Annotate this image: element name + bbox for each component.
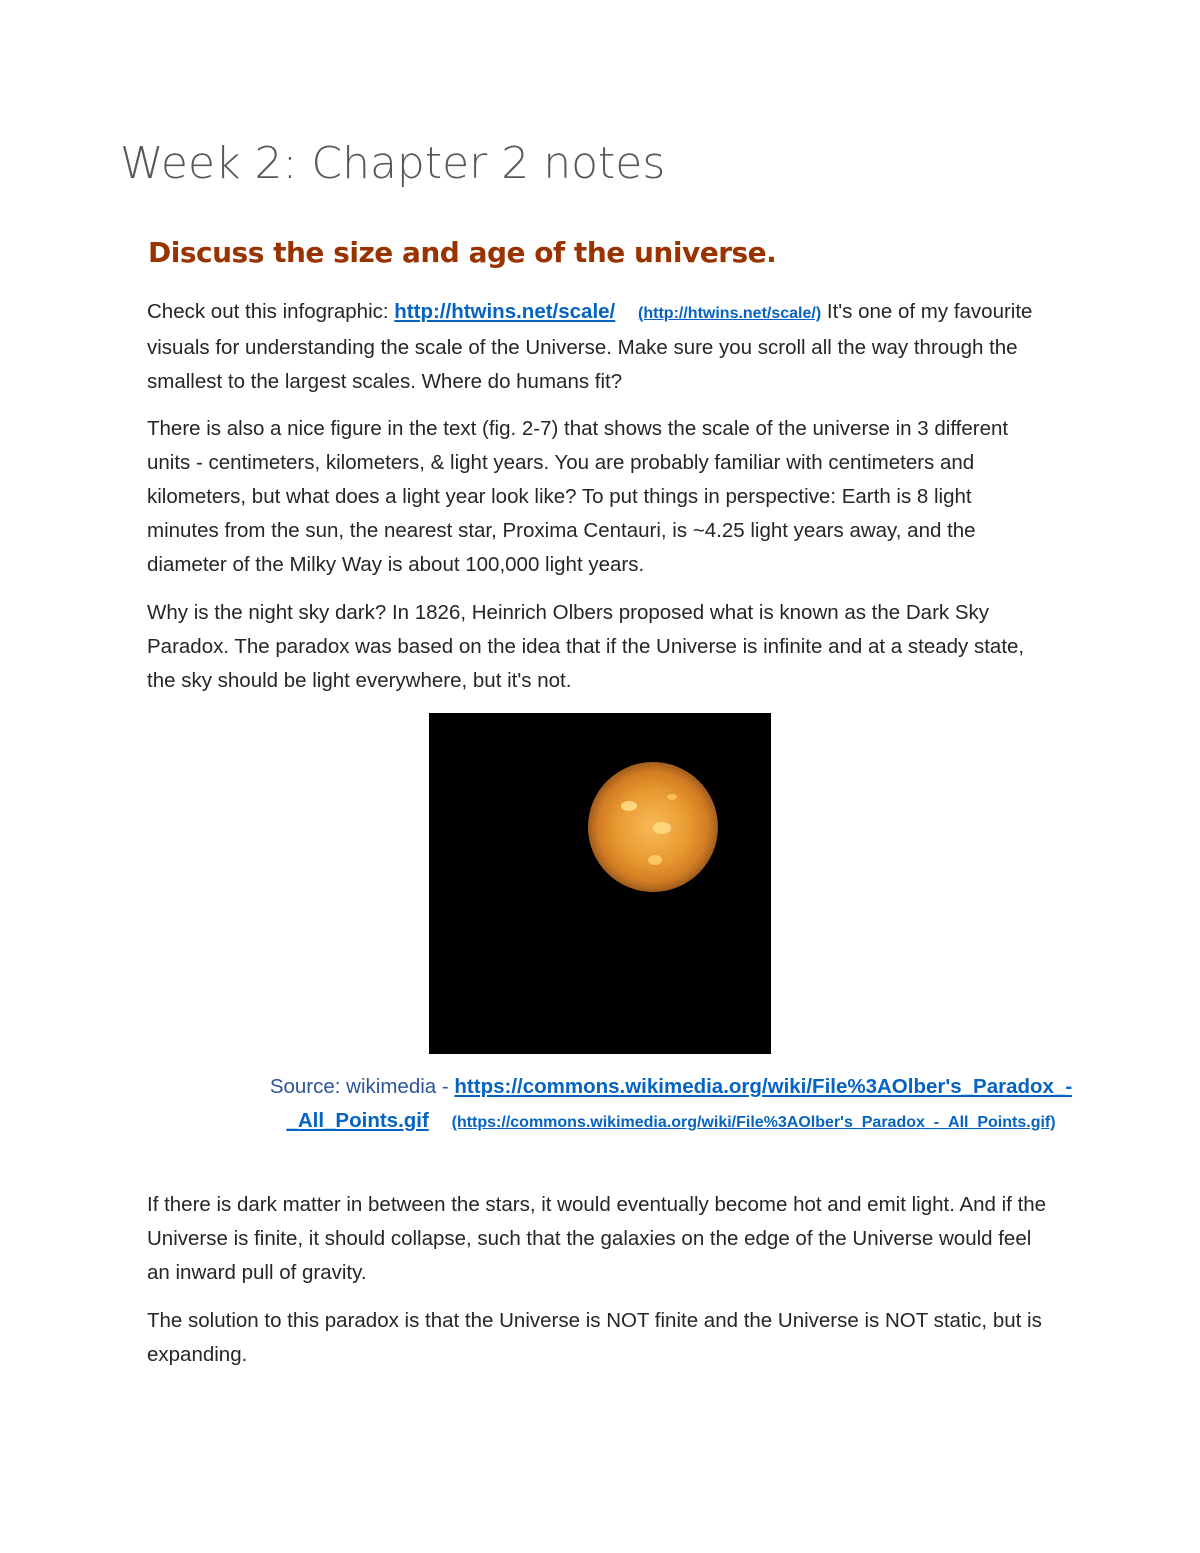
- page-title: Week 2: Chapter 2 notes: [120, 138, 666, 189]
- paragraph-olbers: Why is the night sky dark? In 1826, Heinrich Olbers proposed what is known as the Dark Sky Paradox. The paradox was based on the idea that if the Universe is infinite and at a steady state, the sky should be light everywhere, but it's not.: [147, 601, 1025, 692]
- section-heading: Discuss the size and age of the universe.: [148, 236, 777, 269]
- paragraph-solution: The solution to this paradox is that the Universe is NOT finite and the Universe is NOT static, but is expanding.: [147, 1309, 1042, 1366]
- wikimedia-link[interactable]: https://commons.wikimedia.org/wiki/File%3AOlber's_Paradox_-_All_Points.gif: [286, 1075, 1073, 1132]
- paragraph-text: Check out this infographic:: [147, 300, 395, 323]
- paragraph-dark-matter: If there is dark matter in between the stars, it would eventually become hot and emit light. And if the Universe is finite, it should collapse, such that the galaxies on the edge of the Universe would feel an inward pull of gravity.: [147, 1193, 1047, 1284]
- sun-on-black-image: [429, 713, 771, 1054]
- paragraph-text: It's one of my favourite visuals for understanding the scale of the Universe. Make sure you scroll all the way through the smallest to the largest scales. Where do humans fit?: [147, 300, 1033, 393]
- paragraph-scale: There is also a nice figure in the text (fig. 2-7) that shows the scale of the universe in 3 different units - centimeters, kilometers, & light years. You are probably familiar with centimeters and kilometers, but what does a light year look like? To put things in perspective: Earth is 8 light minutes from the sun, the nearest star, Proxima Centauri, is ~4.25 light years away, and the diameter of the Milky Way is about 100,000 light years.: [147, 417, 1009, 576]
- sun-icon: [429, 713, 771, 1054]
- infographic-link-paren[interactable]: (http://htwins.net/scale/): [638, 305, 822, 322]
- paragraph-infographic: [147, 295, 1047, 399]
- infographic-link[interactable]: http://htwins.net/scale/: [394, 300, 616, 323]
- caption-source-label: Source: wikimedia -: [269, 1075, 455, 1098]
- wikimedia-link-paren[interactable]: (https://commons.wikimedia.org/wiki/File%3AOlber's_Paradox_-_All_Points.gif): [451, 1114, 1056, 1131]
- figure-caption: [148, 1070, 1194, 1140]
